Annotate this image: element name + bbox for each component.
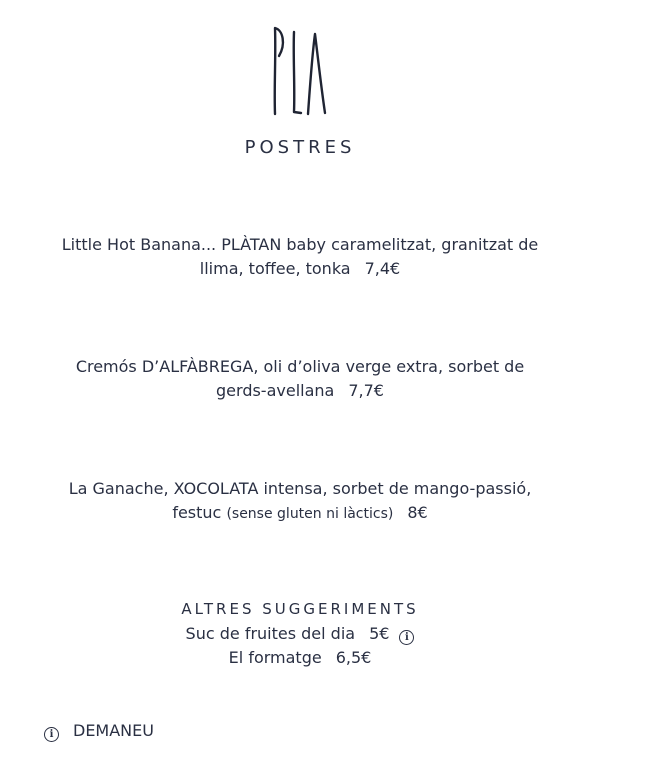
suggestion-label: El formatge [228,648,322,667]
item-description-line-1: Little Hot Banana... PLÀTAN baby caramelitzat, granitzat de [61,235,539,254]
info-icon: i [399,630,414,645]
suggestion-price: 6,5€ [335,648,372,667]
item-description-line-2: llima, toffee, tonka [199,259,351,278]
suggestion-item [0,646,600,670]
item-description-line-2: gerds-avellana [216,381,335,400]
suggestion-item [0,622,600,646]
footer-note [44,721,154,742]
item-dietary-note: (sense gluten ni làctics) [226,506,394,522]
info-icon: i [44,727,59,742]
restaurant-logo [270,26,328,116]
menu-item [0,477,600,526]
item-price: 8€ [407,503,428,522]
page-title: POSTRES [244,137,356,158]
item-price: 7,4€ [364,259,401,278]
footer-label: DEMANEU [73,721,154,740]
suggestion-price: 5€ [369,624,390,643]
item-description-line-1: La Ganache, XOCOLATA intensa, sorbet de mango-passió, [68,479,532,498]
item-price: 7,7€ [348,381,384,400]
suggestion-label: Suc de fruites del dia [185,624,356,643]
item-description-line-2: festuc [172,503,222,522]
item-description-line-1: Cremós D’ALFÀBREGA, oli d’oliva verge extra, sorbet de [75,357,525,376]
menu-item [0,355,600,403]
menu-item [0,233,600,281]
section-title-other-suggestions: ALTRES SUGGERIMENTS [181,600,419,618]
